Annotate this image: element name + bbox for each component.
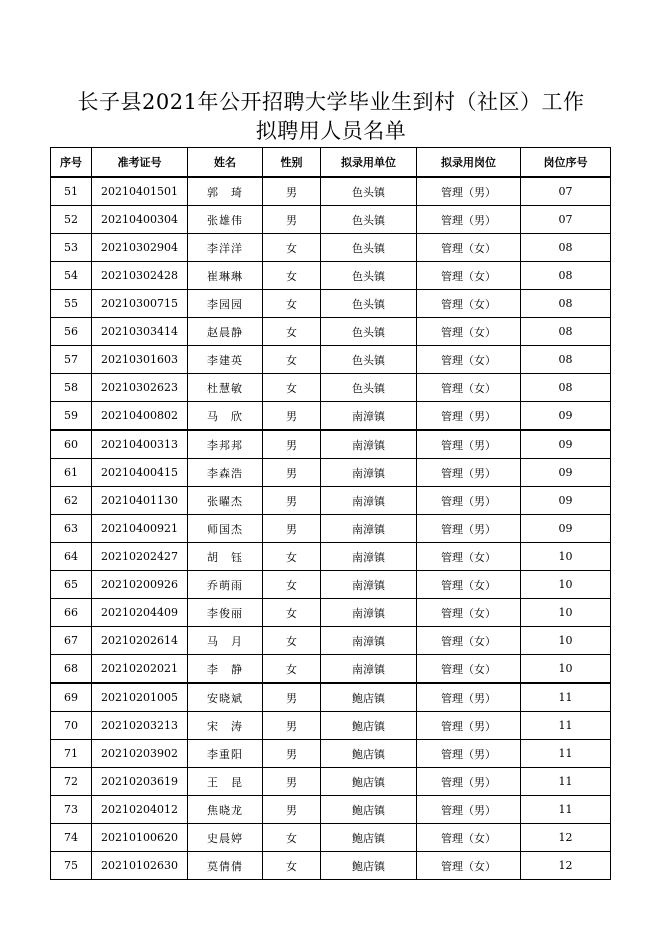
cell-exam-number: 20210302428 [92,262,188,290]
cell-name: 胡 钰 [188,543,263,571]
header-position: 拟录用岗位 [417,148,521,178]
table-row [51,374,611,402]
cell-gender: 男 [263,206,321,234]
cell-exam-number: 20210203213 [92,712,188,740]
cell-index: 56 [51,318,92,346]
cell-name: 马 欣 [188,402,263,431]
cell-name: 李重阳 [188,740,263,768]
cell-position: 管理（女） [417,627,521,655]
cell-index: 61 [51,459,92,487]
cell-unit: 色头镇 [321,374,417,402]
cell-gender: 女 [263,318,321,346]
cell-position-number: 11 [521,712,611,740]
table-row [51,487,611,515]
cell-position: 管理（男） [417,177,521,206]
cell-gender: 男 [263,768,321,796]
cell-gender: 男 [263,683,321,712]
cell-gender: 女 [263,852,321,880]
cell-position-number: 10 [521,599,611,627]
table-row [51,599,611,627]
cell-name: 李洋洋 [188,234,263,262]
cell-exam-number: 20210203902 [92,740,188,768]
cell-position-number: 10 [521,571,611,599]
cell-position: 管理（女） [417,824,521,852]
table-body [51,177,611,880]
cell-name: 李邦邦 [188,430,263,459]
cell-name: 李建英 [188,346,263,374]
cell-unit: 色头镇 [321,346,417,374]
cell-exam-number: 20210203619 [92,768,188,796]
cell-gender: 男 [263,515,321,543]
header-position-number: 岗位序号 [521,148,611,178]
cell-exam-number: 20210200926 [92,571,188,599]
cell-index: 67 [51,627,92,655]
cell-name: 马 月 [188,627,263,655]
cell-exam-number: 20210202614 [92,627,188,655]
cell-position-number: 08 [521,318,611,346]
cell-position: 管理（女） [417,318,521,346]
cell-unit: 色头镇 [321,206,417,234]
table-row [51,346,611,374]
table-row [51,824,611,852]
cell-name: 焦晓龙 [188,796,263,824]
cell-unit: 色头镇 [321,177,417,206]
cell-position-number: 11 [521,768,611,796]
cell-position: 管理（女） [417,655,521,684]
cell-gender: 女 [263,599,321,627]
cell-index: 75 [51,852,92,880]
cell-exam-number: 20210302904 [92,234,188,262]
cell-exam-number: 20210204012 [92,796,188,824]
cell-gender: 男 [263,487,321,515]
cell-unit: 南漳镇 [321,627,417,655]
cell-unit: 南漳镇 [321,430,417,459]
table-row [51,627,611,655]
cell-gender: 男 [263,712,321,740]
cell-position-number: 07 [521,206,611,234]
cell-unit: 色头镇 [321,262,417,290]
cell-position: 管理（男） [417,712,521,740]
cell-unit: 色头镇 [321,318,417,346]
cell-unit: 鲍店镇 [321,852,417,880]
header-exam-number: 准考证号 [92,148,188,178]
cell-position-number: 12 [521,824,611,852]
document-subtitle: 拟聘用人员名单 [255,119,407,143]
cell-exam-number: 20210102630 [92,852,188,880]
cell-position: 管理（男） [417,402,521,431]
cell-unit: 南漳镇 [321,487,417,515]
cell-position: 管理（男） [417,430,521,459]
table-row [51,796,611,824]
cell-index: 57 [51,346,92,374]
cell-exam-number: 20210400921 [92,515,188,543]
cell-index: 71 [51,740,92,768]
table-header-row [51,148,611,178]
table-row [51,402,611,431]
cell-position-number: 08 [521,346,611,374]
table-row [51,683,611,712]
cell-position-number: 09 [521,515,611,543]
cell-index: 65 [51,571,92,599]
cell-exam-number: 20210401130 [92,487,188,515]
cell-position-number: 11 [521,683,611,712]
cell-unit: 南漳镇 [321,571,417,599]
cell-index: 72 [51,768,92,796]
cell-index: 73 [51,796,92,824]
cell-name: 崔琳琳 [188,262,263,290]
cell-position: 管理（男） [417,487,521,515]
cell-exam-number: 20210400802 [92,402,188,431]
cell-unit: 鲍店镇 [321,740,417,768]
cell-position: 管理（女） [417,852,521,880]
cell-position-number: 09 [521,402,611,431]
cell-gender: 女 [263,543,321,571]
cell-exam-number: 20210400304 [92,206,188,234]
cell-name: 莫倩倩 [188,852,263,880]
cell-index: 69 [51,683,92,712]
cell-name: 李 静 [188,655,263,684]
cell-name: 赵晨静 [188,318,263,346]
table-row [51,515,611,543]
cell-name: 张曜杰 [188,487,263,515]
table-row [51,430,611,459]
cell-name: 杜慧敏 [188,374,263,402]
cell-position-number: 08 [521,374,611,402]
cell-name: 张雄伟 [188,206,263,234]
cell-unit: 鲍店镇 [321,768,417,796]
cell-unit: 色头镇 [321,290,417,318]
cell-exam-number: 20210100620 [92,824,188,852]
cell-unit: 南漳镇 [321,543,417,571]
candidate-table [50,147,611,880]
cell-index: 51 [51,177,92,206]
cell-gender: 女 [263,824,321,852]
cell-position: 管理（女） [417,374,521,402]
cell-position-number: 10 [521,655,611,684]
cell-position: 管理（男） [417,740,521,768]
header-name: 姓名 [188,148,263,178]
table-row [51,459,611,487]
cell-exam-number: 20210400415 [92,459,188,487]
cell-gender: 女 [263,234,321,262]
cell-name: 史晨婷 [188,824,263,852]
header-unit: 拟录用单位 [321,148,417,178]
cell-gender: 女 [263,262,321,290]
header-index: 序号 [51,148,92,178]
table-row [51,290,611,318]
cell-exam-number: 20210301603 [92,346,188,374]
cell-gender: 女 [263,374,321,402]
table-row [51,655,611,684]
cell-index: 66 [51,599,92,627]
cell-position-number: 09 [521,430,611,459]
cell-name: 乔萌雨 [188,571,263,599]
cell-gender: 女 [263,655,321,684]
cell-position-number: 10 [521,627,611,655]
cell-exam-number: 20210201005 [92,683,188,712]
cell-exam-number: 20210204409 [92,599,188,627]
cell-index: 52 [51,206,92,234]
cell-index: 63 [51,515,92,543]
cell-position: 管理（男） [417,206,521,234]
cell-position: 管理（女） [417,599,521,627]
cell-exam-number: 20210202427 [92,543,188,571]
cell-exam-number: 20210302623 [92,374,188,402]
table-row [51,852,611,880]
table-row [51,543,611,571]
cell-position: 管理（女） [417,290,521,318]
cell-name: 王 昆 [188,768,263,796]
cell-exam-number: 20210300715 [92,290,188,318]
table-row [51,740,611,768]
cell-gender: 男 [263,459,321,487]
table-row [51,318,611,346]
cell-position-number: 11 [521,796,611,824]
cell-gender: 女 [263,290,321,318]
cell-unit: 鲍店镇 [321,712,417,740]
cell-name: 李森浩 [188,459,263,487]
cell-index: 55 [51,290,92,318]
table-row [51,234,611,262]
cell-position: 管理（男） [417,459,521,487]
cell-index: 59 [51,402,92,431]
cell-position-number: 09 [521,487,611,515]
cell-position-number: 12 [521,852,611,880]
cell-position-number: 08 [521,262,611,290]
table-row [51,206,611,234]
cell-gender: 男 [263,740,321,768]
cell-position-number: 08 [521,234,611,262]
cell-unit: 南漳镇 [321,515,417,543]
header-gender: 性别 [263,148,321,178]
cell-unit: 色头镇 [321,234,417,262]
cell-position-number: 07 [521,177,611,206]
cell-unit: 南漳镇 [321,599,417,627]
cell-position: 管理（女） [417,571,521,599]
cell-position: 管理（男） [417,796,521,824]
cell-exam-number: 20210303414 [92,318,188,346]
cell-position: 管理（男） [417,515,521,543]
cell-name: 郭 琦 [188,177,263,206]
cell-gender: 女 [263,627,321,655]
document-title: 长子县2021年公开招聘大学毕业生到村（社区）工作 [77,90,585,114]
cell-name: 李园园 [188,290,263,318]
cell-name: 李俊丽 [188,599,263,627]
cell-position: 管理（女） [417,346,521,374]
table-row [51,768,611,796]
cell-unit: 南漳镇 [321,459,417,487]
cell-position-number: 11 [521,740,611,768]
table-row [51,712,611,740]
cell-index: 68 [51,655,92,684]
cell-exam-number: 20210202021 [92,655,188,684]
cell-name: 师国杰 [188,515,263,543]
cell-gender: 男 [263,177,321,206]
cell-unit: 鲍店镇 [321,683,417,712]
cell-exam-number: 20210401501 [92,177,188,206]
table-row [51,262,611,290]
cell-position: 管理（男） [417,768,521,796]
cell-gender: 女 [263,571,321,599]
cell-unit: 鲍店镇 [321,796,417,824]
cell-position: 管理（女） [417,543,521,571]
cell-index: 74 [51,824,92,852]
cell-index: 60 [51,430,92,459]
cell-position: 管理（女） [417,262,521,290]
cell-index: 62 [51,487,92,515]
cell-unit: 南漳镇 [321,402,417,431]
table-row [51,177,611,206]
cell-gender: 男 [263,796,321,824]
cell-position-number: 10 [521,543,611,571]
cell-index: 70 [51,712,92,740]
cell-index: 58 [51,374,92,402]
cell-position: 管理（女） [417,234,521,262]
cell-index: 53 [51,234,92,262]
cell-position-number: 08 [521,290,611,318]
cell-index: 64 [51,543,92,571]
cell-unit: 南漳镇 [321,655,417,684]
cell-gender: 男 [263,430,321,459]
cell-gender: 女 [263,346,321,374]
cell-name: 安晓斌 [188,683,263,712]
cell-position-number: 09 [521,459,611,487]
cell-gender: 男 [263,402,321,431]
cell-position: 管理（男） [417,683,521,712]
cell-exam-number: 20210400313 [92,430,188,459]
cell-index: 54 [51,262,92,290]
table-row [51,571,611,599]
cell-unit: 鲍店镇 [321,824,417,852]
cell-name: 宋 涛 [188,712,263,740]
